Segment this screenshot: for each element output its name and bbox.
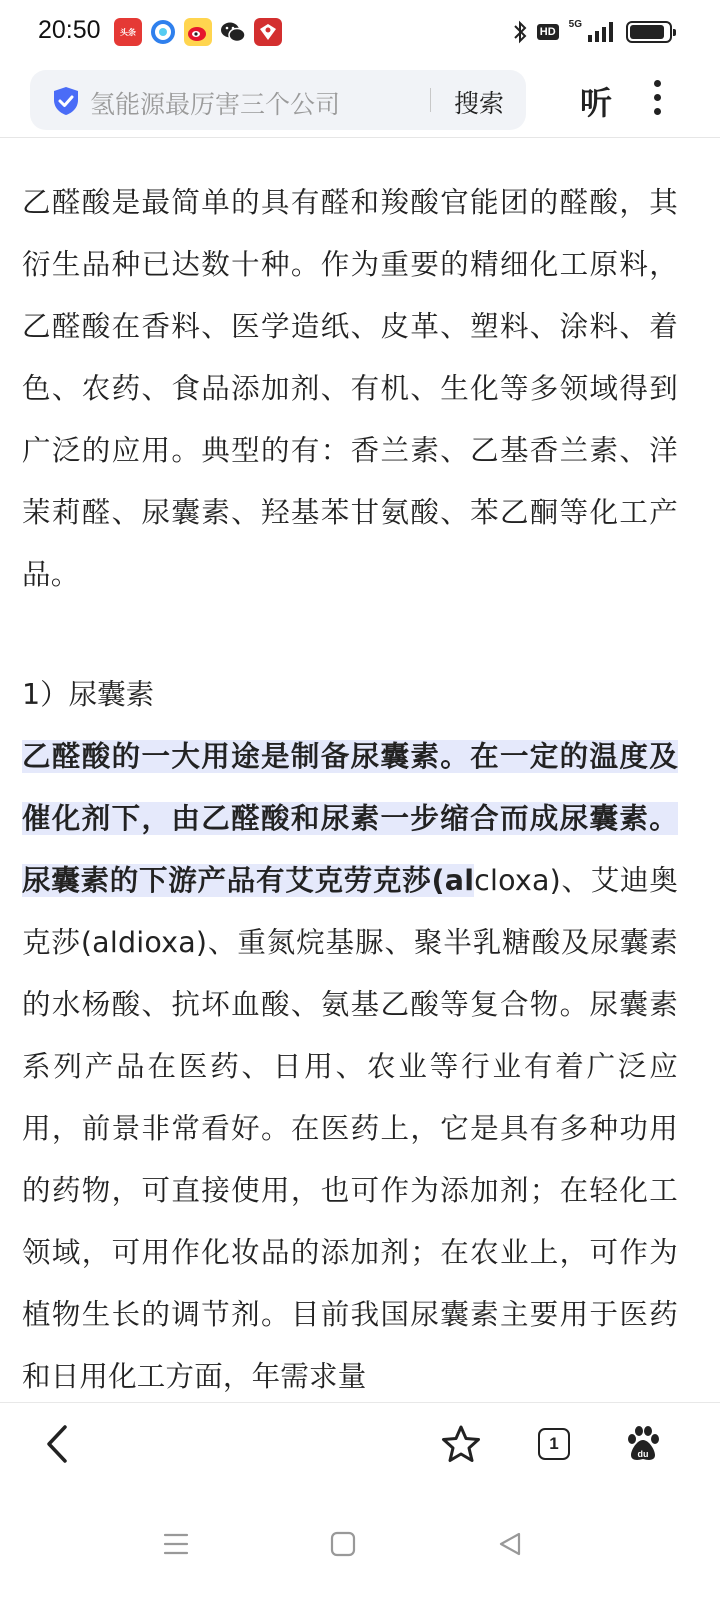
weibo-icon	[184, 18, 212, 46]
app-icon	[254, 18, 282, 46]
baidu-button[interactable]	[620, 1421, 666, 1467]
more-menu-button[interactable]	[652, 80, 662, 120]
bookmark-button[interactable]	[438, 1421, 484, 1467]
search-divider	[430, 88, 431, 112]
search-query: 氢能源最厉害三个公司	[90, 90, 341, 119]
battery-icon	[626, 21, 672, 43]
bottom-toolbar	[0, 1402, 720, 1484]
search-input[interactable]	[30, 70, 526, 130]
article-paragraph: 乙醛酸是最简单的具有醛和羧酸官能团的醛酸，其衍生品种已达数十种。作为重要的精细化工原料，乙醛酸在香料、医学造纸、皮革、塑料、涂料、着色、农药、食品添加剂、有机、生化等多领域得到广泛的应用。典型的有：香兰素、乙基香兰素、洋茉莉醛、尿囊素、羟基苯甘氨酸、苯乙酮等化工产品。	[22, 186, 678, 591]
back-icon	[43, 1424, 71, 1464]
paragraph-text: cloxa)、艾迪奥克莎(aldioxa)、重氮烷基脲、聚半乳糖酸及尿囊素的水杨酸、抗坏血酸、氨基乙酸等复合物。尿囊素系列产品在医药、日用、农业等行业有着广泛应用，前景非常看好。在医药上，它是具有多种功用的药物，可直接使用，也可作为添加剂；在轻化工领域，可用作化妆品的添加剂；在农业上，可作为植物生长的调节剂。目前我国尿囊素主要用于医药和日用化工方面，年需求量	[22, 864, 678, 1393]
shield-icon	[52, 86, 80, 116]
back-triangle-icon	[497, 1531, 523, 1557]
home-button[interactable]	[323, 1524, 363, 1564]
browser-icon	[149, 18, 177, 46]
recent-apps-button[interactable]	[156, 1524, 196, 1564]
search-row	[0, 66, 720, 138]
search-button[interactable]: 搜索	[454, 89, 505, 118]
article-content	[22, 172, 678, 1402]
more-dot-icon	[654, 108, 661, 115]
bluetooth-icon	[513, 20, 527, 44]
article-paragraph	[22, 726, 678, 1402]
system-back-button[interactable]	[490, 1524, 530, 1564]
notification-icons	[114, 18, 282, 46]
status-bar	[0, 0, 720, 66]
tabs-button[interactable]	[531, 1421, 577, 1467]
more-dot-icon	[654, 80, 661, 87]
home-icon	[330, 1531, 356, 1557]
baidu-paw-icon	[623, 1424, 663, 1464]
hd-badge: HD	[537, 24, 559, 40]
toutiao-icon-label: 头条	[120, 27, 136, 37]
tabs-icon: 1	[538, 1428, 570, 1460]
toutiao-icon	[114, 18, 142, 46]
system-navigation	[0, 1484, 720, 1612]
network-label: 5G	[568, 18, 582, 30]
status-time: 20:50	[38, 16, 101, 44]
svg-text:du: du	[637, 1449, 649, 1459]
highlighted-text[interactable]: 乙醛酸的一大用途是制备尿囊素。在一定的温度及催化剂下，由乙醛酸和尿素一步缩合而成尿囊素。尿囊素的下游产品有艾克劳克莎(al	[22, 740, 678, 897]
menu-icon	[163, 1532, 189, 1556]
signal-icon	[586, 20, 616, 44]
system-icons	[513, 20, 672, 44]
more-dot-icon	[654, 94, 661, 101]
star-icon	[441, 1424, 481, 1464]
listen-button[interactable]: 听	[580, 84, 613, 122]
section-heading: 1）尿囊素	[22, 678, 155, 711]
back-button[interactable]	[34, 1421, 80, 1467]
wechat-icon	[219, 18, 247, 46]
